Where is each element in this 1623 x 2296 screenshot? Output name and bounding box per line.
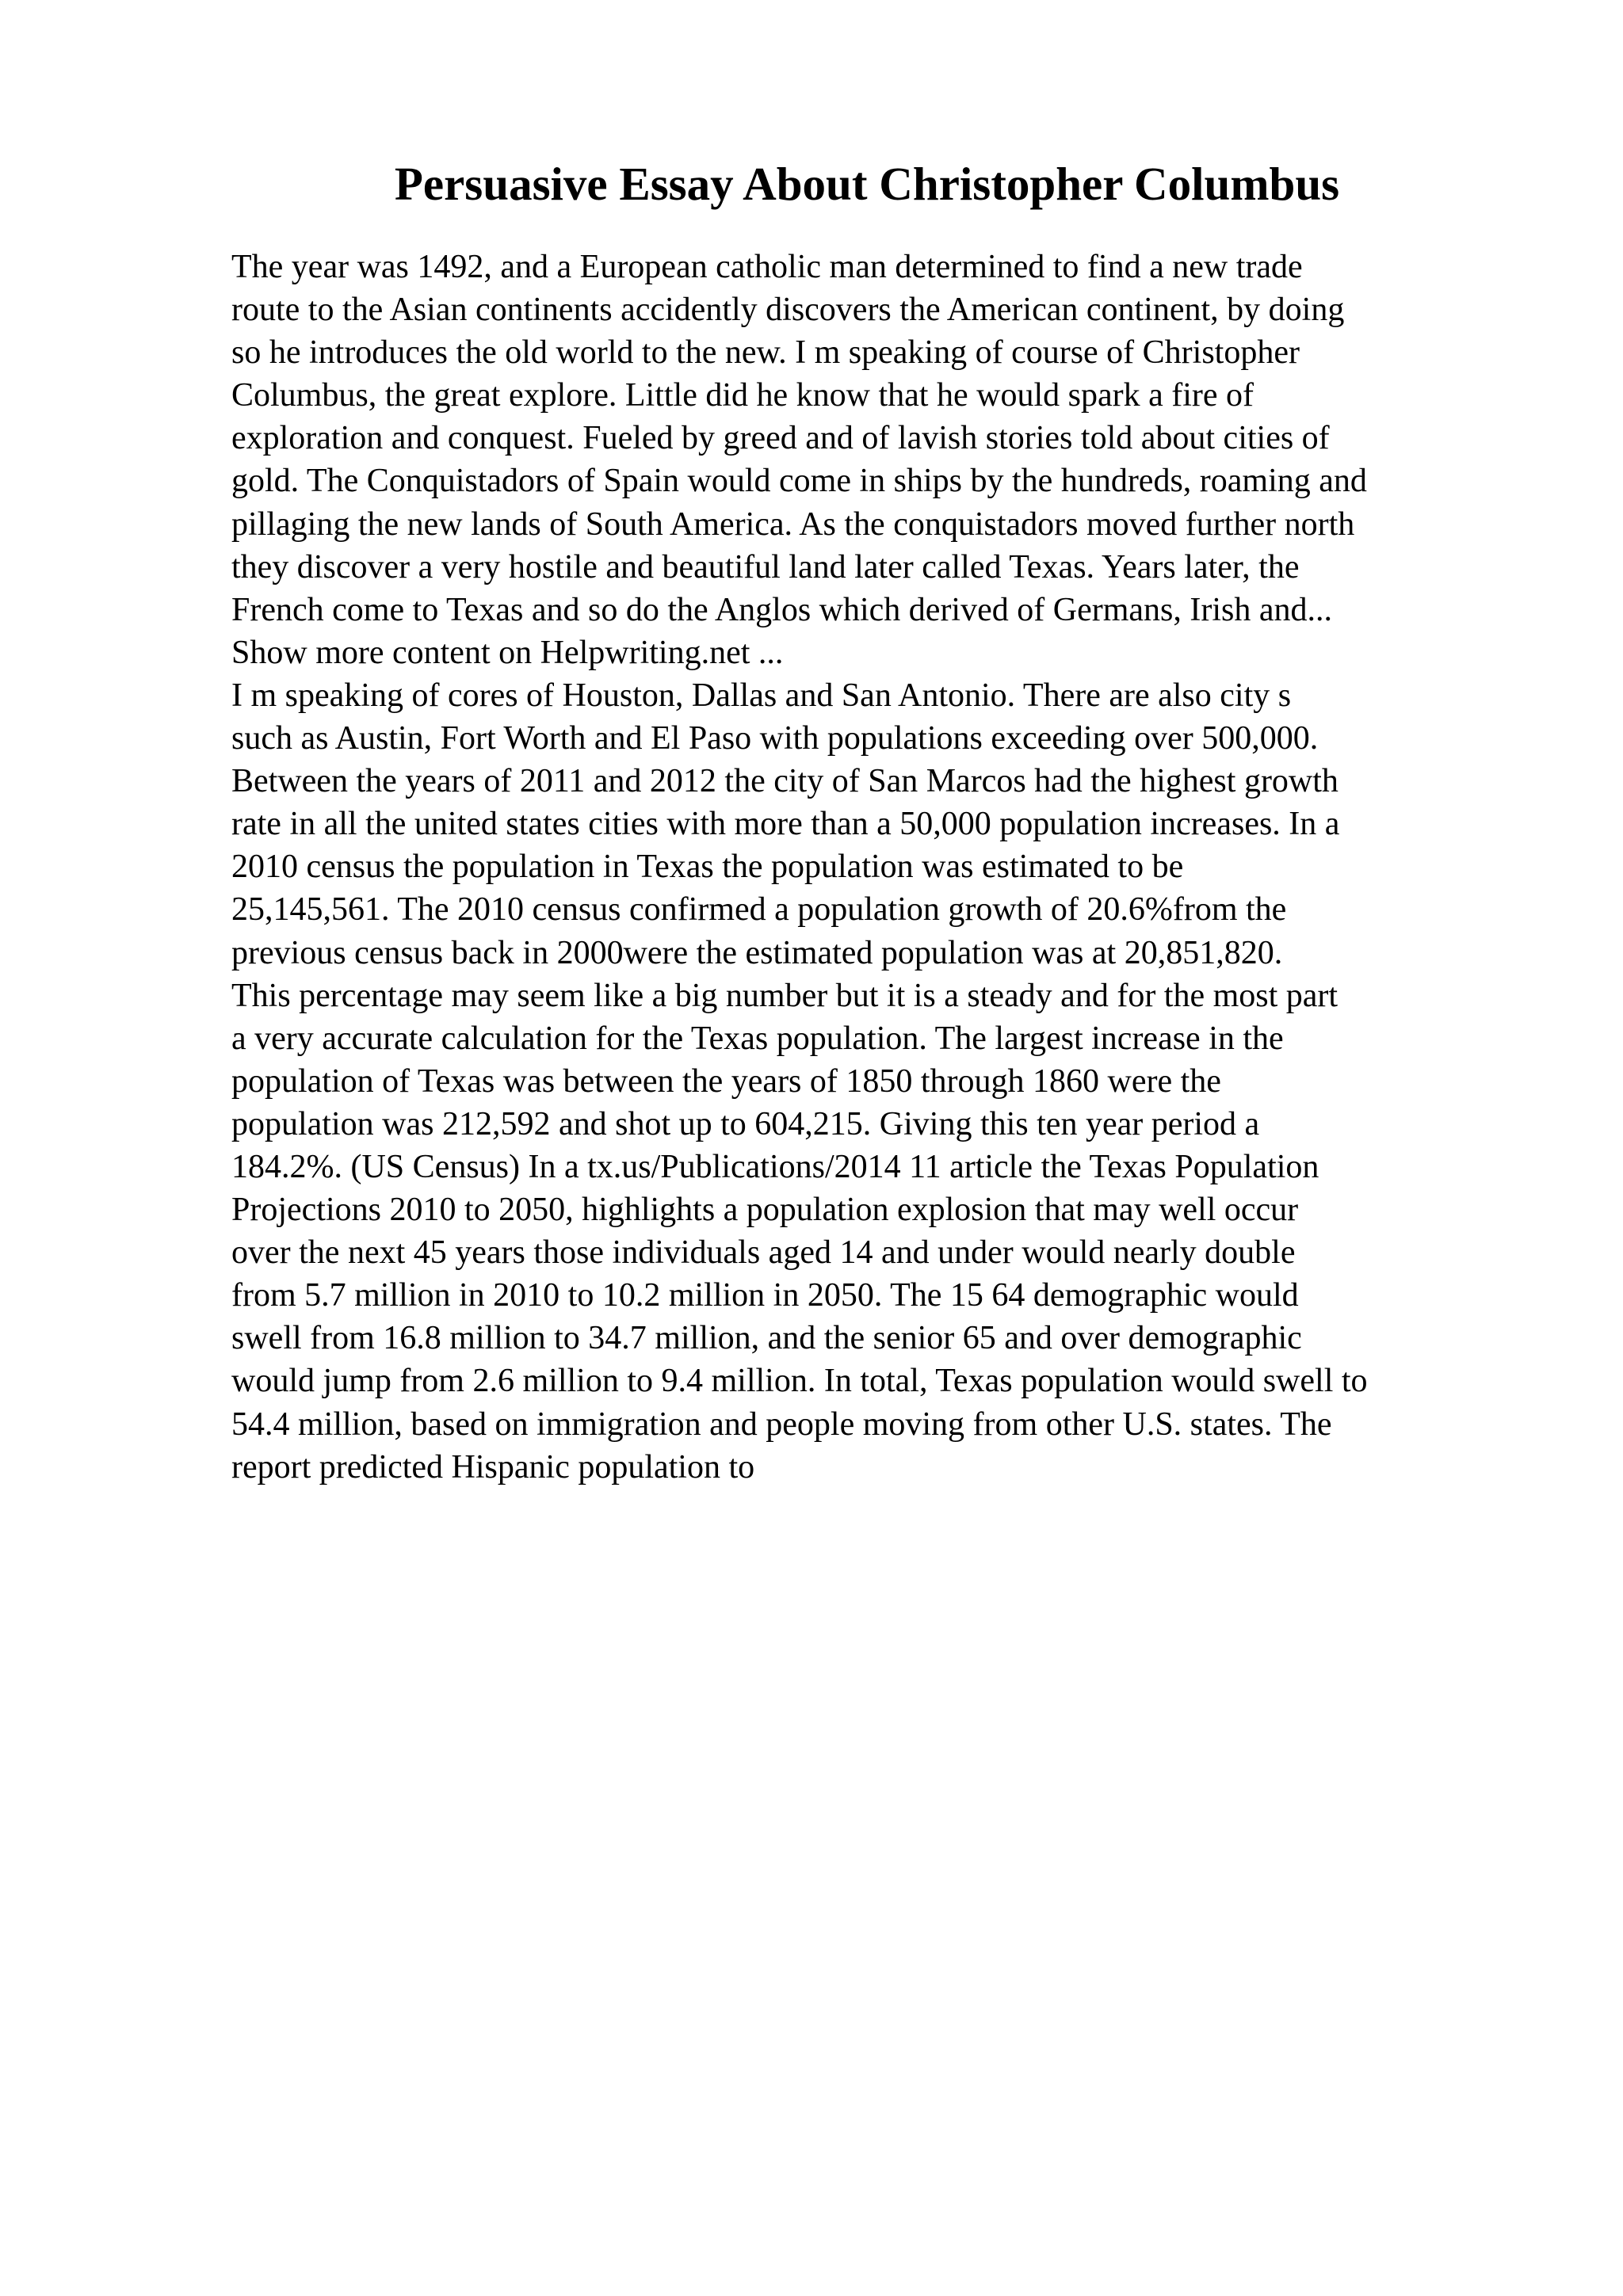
essay-body	[231, 246, 1523, 1489]
text-line: 54.4 million, based on immigration and people moving from other U.S. states. The	[231, 1405, 1332, 1443]
text-line: over the next 45 years those individuals aged 14 and under would nearly double	[231, 1234, 1296, 1272]
show-more-link[interactable]: Show more content on Helpwriting.net ...	[231, 634, 784, 671]
text-line: report predicted Hispanic population to	[231, 1448, 755, 1486]
text-line: would jump from 2.6 million to 9.4 million. In total, Texas population would swell to	[231, 1363, 1368, 1400]
text-line: population of Texas was between the years of 1850 through 1860 were the	[231, 1062, 1221, 1100]
text-line: rate in all the united states cities with more than a 50,000 population increases. In a	[231, 806, 1340, 843]
text-line: they discover a very hostile and beautiful land later called Texas. Years later, the	[231, 548, 1300, 585]
text-line: The year was 1492, and a European catholic man determined to find a new trade	[231, 249, 1303, 285]
text-line: 25,145,561. The 2010 census confirmed a population growth of 20.6%from the	[231, 891, 1287, 929]
text-line: a very accurate calculation for the Texas population. The largest increase in the	[231, 1020, 1284, 1057]
text-line: French come to Texas and so do the Anglos which derived of Germans, Irish and...	[231, 591, 1332, 628]
text-line: gold. The Conquistadors of Spain would come in ships by the hundreds, roaming and	[231, 463, 1367, 500]
text-line: 184.2%. (US Census) In a tx.us/Publications/2014 11 article the Texas Population	[231, 1148, 1319, 1185]
text-line: population was 212,592 and shot up to 604,215. Giving this ten year period a	[231, 1105, 1260, 1142]
text-line: swell from 16.8 million to 34.7 million, and the senior 65 and over demographic	[231, 1320, 1302, 1357]
text-line: so he introduces the old world to the new. I m speaking of course of Christopher	[231, 334, 1300, 372]
page-title: Persuasive Essay About Christopher Columbus	[394, 158, 1340, 210]
text-line: This percentage may seem like a big number but it is a steady and for the most part	[231, 977, 1338, 1014]
text-line: previous census back in 2000were the estimated population was at 20,851,820.	[231, 934, 1283, 971]
text-line: Projections 2010 to 2050, highlights a population explosion that may well occur	[231, 1192, 1299, 1229]
text-line: Between the years of 2011 and 2012 the city of San Marcos had the highest growth	[231, 763, 1338, 800]
text-line: pillaging the new lands of South America. As the conquistadors moved further north	[231, 505, 1355, 543]
text-line: Columbus, the great explore. Little did he know that he would spark a fire of	[231, 377, 1254, 414]
text-line: exploration and conquest. Fueled by greed and of lavish stories told about cities of	[231, 420, 1330, 457]
text-line: from 5.7 million in 2010 to 10.2 million in 2050. The 15 64 demographic would	[231, 1277, 1299, 1314]
text-line: route to the Asian continents accidently discovers the American continent, by doing	[231, 292, 1345, 329]
text-line: such as Austin, Fort Worth and El Paso with populations exceeding over 500,000.	[231, 720, 1319, 757]
text-line: I m speaking of cores of Houston, Dallas and San Antonio. There are also city s	[231, 677, 1292, 714]
text-line: 2010 census the population in Texas the population was estimated to be	[231, 849, 1184, 886]
